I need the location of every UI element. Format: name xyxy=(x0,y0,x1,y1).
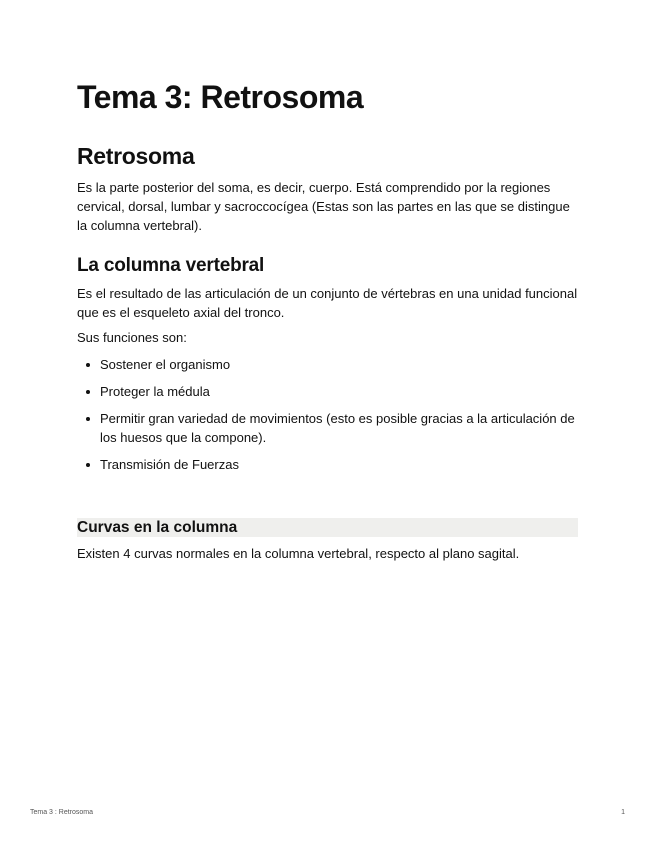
list-item-text: Proteger la médula xyxy=(100,384,210,399)
paragraph-columna-vertebral: Es el resultado de las articulación de un conjunto de vértebras en una unidad funcional que es el esqueleto axial del tronco. xyxy=(77,286,578,320)
functions-list xyxy=(77,355,578,482)
bullet-icon xyxy=(86,417,90,421)
list-item xyxy=(77,382,578,401)
list-item-text: Transmisión de Fuerzas xyxy=(100,457,239,472)
footer-document-title: Tema 3 : Retrosoma xyxy=(30,809,94,816)
bullet-icon xyxy=(86,463,90,467)
heading-curvas-columna: Curvas en la columna xyxy=(77,518,578,537)
list-item xyxy=(77,455,578,474)
heading-retrosoma: Retrosoma xyxy=(77,143,195,169)
list-item xyxy=(77,409,578,447)
paragraph-retrosoma: Es la parte posterior del soma, es decir, cuerpo. Está comprendido por la regiones cervical, dorsal, lumbar y sacroccocígea (Estas son las partes en las que se distingue la columna vertebral). xyxy=(77,180,570,233)
list-item-text: Sostener el organismo xyxy=(100,357,231,372)
functions-intro: Sus funciones son: xyxy=(77,330,187,345)
footer-page-number: 1 xyxy=(621,809,625,816)
list-item xyxy=(77,355,578,374)
list-item-text: Permitir gran variedad de movimientos (esto es posible gracias a la articulación de los huesos que la compone). xyxy=(100,411,575,445)
paragraph-curvas-columna: Existen 4 curvas normales en la columna vertebral, respecto al plano sagital. xyxy=(77,546,520,561)
bullet-icon xyxy=(86,390,90,394)
page-title: Tema 3: Retrosoma xyxy=(77,79,364,115)
bullet-icon xyxy=(86,363,90,367)
heading-columna-vertebral: La columna vertebral xyxy=(77,255,265,276)
